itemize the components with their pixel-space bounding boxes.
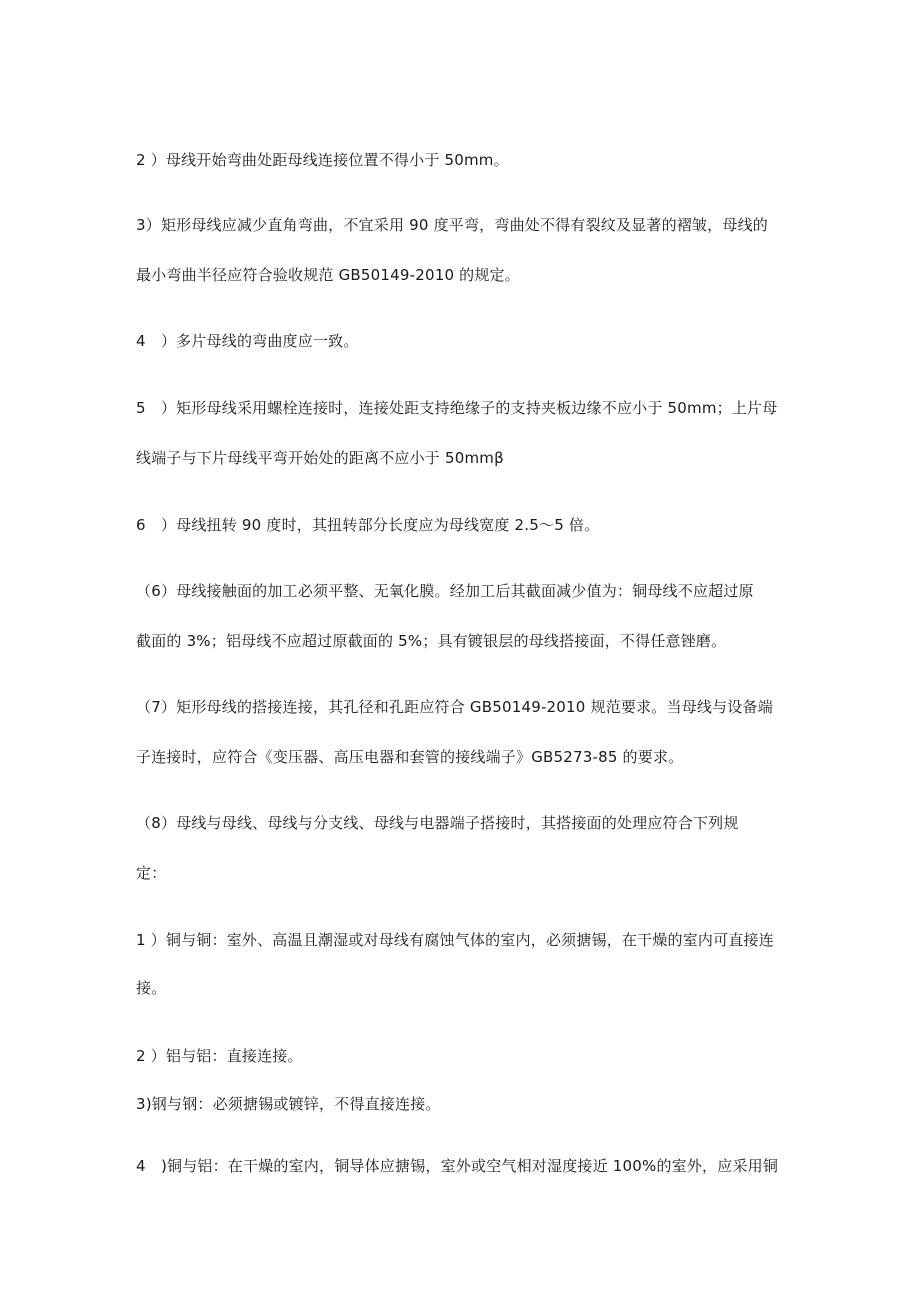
paragraph-line-9: 截面的 3%；铝母线不应超过原截面的 5%；具有镀银层的母线搭接面，不得任意锉磨。 <box>136 632 727 650</box>
paragraph-line-11: 子连接时，应符合《变压器、高压电器和套管的接线端子》GB5273-85 的要求。 <box>136 748 684 766</box>
paragraph-line-17: 3)钢与钢：必须搪锡或镀锌，不得直接连接。 <box>136 1095 441 1113</box>
paragraph-line-6: 线端子与下片母线平弯开始处的距离不应小于 50mmβ <box>136 449 504 467</box>
paragraph-line-13: 定： <box>136 864 167 882</box>
paragraph-line-5: 5 ）矩形母线采用螺栓连接时，连接处距支持绝缘子的支持夹板边缘不应小于 50mm；上片母 <box>136 399 778 417</box>
paragraph-line-8: （6）母线接触面的加工必须平整、无氧化膜。经加工后其截面减少值为：铜母线不应超过原 <box>136 582 754 600</box>
paragraph-line-4: 4 ）多片母线的弯曲度应一致。 <box>136 332 359 350</box>
paragraph-line-10: （7）矩形母线的搭接连接，其孔径和孔距应符合 GB50149-2010 规范要求。当母线与设备端 <box>136 698 773 716</box>
paragraph-line-16: 2 ）铝与铝：直接连接。 <box>136 1047 303 1065</box>
paragraph-line-12: （8）母线与母线、母线与分支线、母线与电器端子搭接时，其搭接面的处理应符合下列规 <box>136 814 739 832</box>
paragraph-line-7: 6 ）母线扭转 90 度时，其扭转部分长度应为母线宽度 2.5～5 倍。 <box>136 516 600 534</box>
paragraph-line-14: 1 ）铜与铜：室外、高温且潮湿或对母线有腐蚀气体的室内，必须搪锡，在干燥的室内可直接连 <box>136 931 774 949</box>
paragraph-line-1: 2 ）母线开始弯曲处距母线连接位置不得小于 50mm。 <box>136 151 509 169</box>
paragraph-line-2: 3）矩形母线应减少直角弯曲，不宜采用 90 度平弯，弯曲处不得有裂纹及显著的褶皱，母线的 <box>136 216 768 234</box>
paragraph-line-15: 接。 <box>136 979 167 997</box>
paragraph-line-18: 4 )铜与铝：在干燥的室内，铜导体应搪锡，室外或空气相对湿度接近 100%的室外，应采用铜 <box>136 1157 779 1175</box>
paragraph-line-3: 最小弯曲半径应符合验收规范 GB50149-2010 的规定。 <box>136 266 520 284</box>
